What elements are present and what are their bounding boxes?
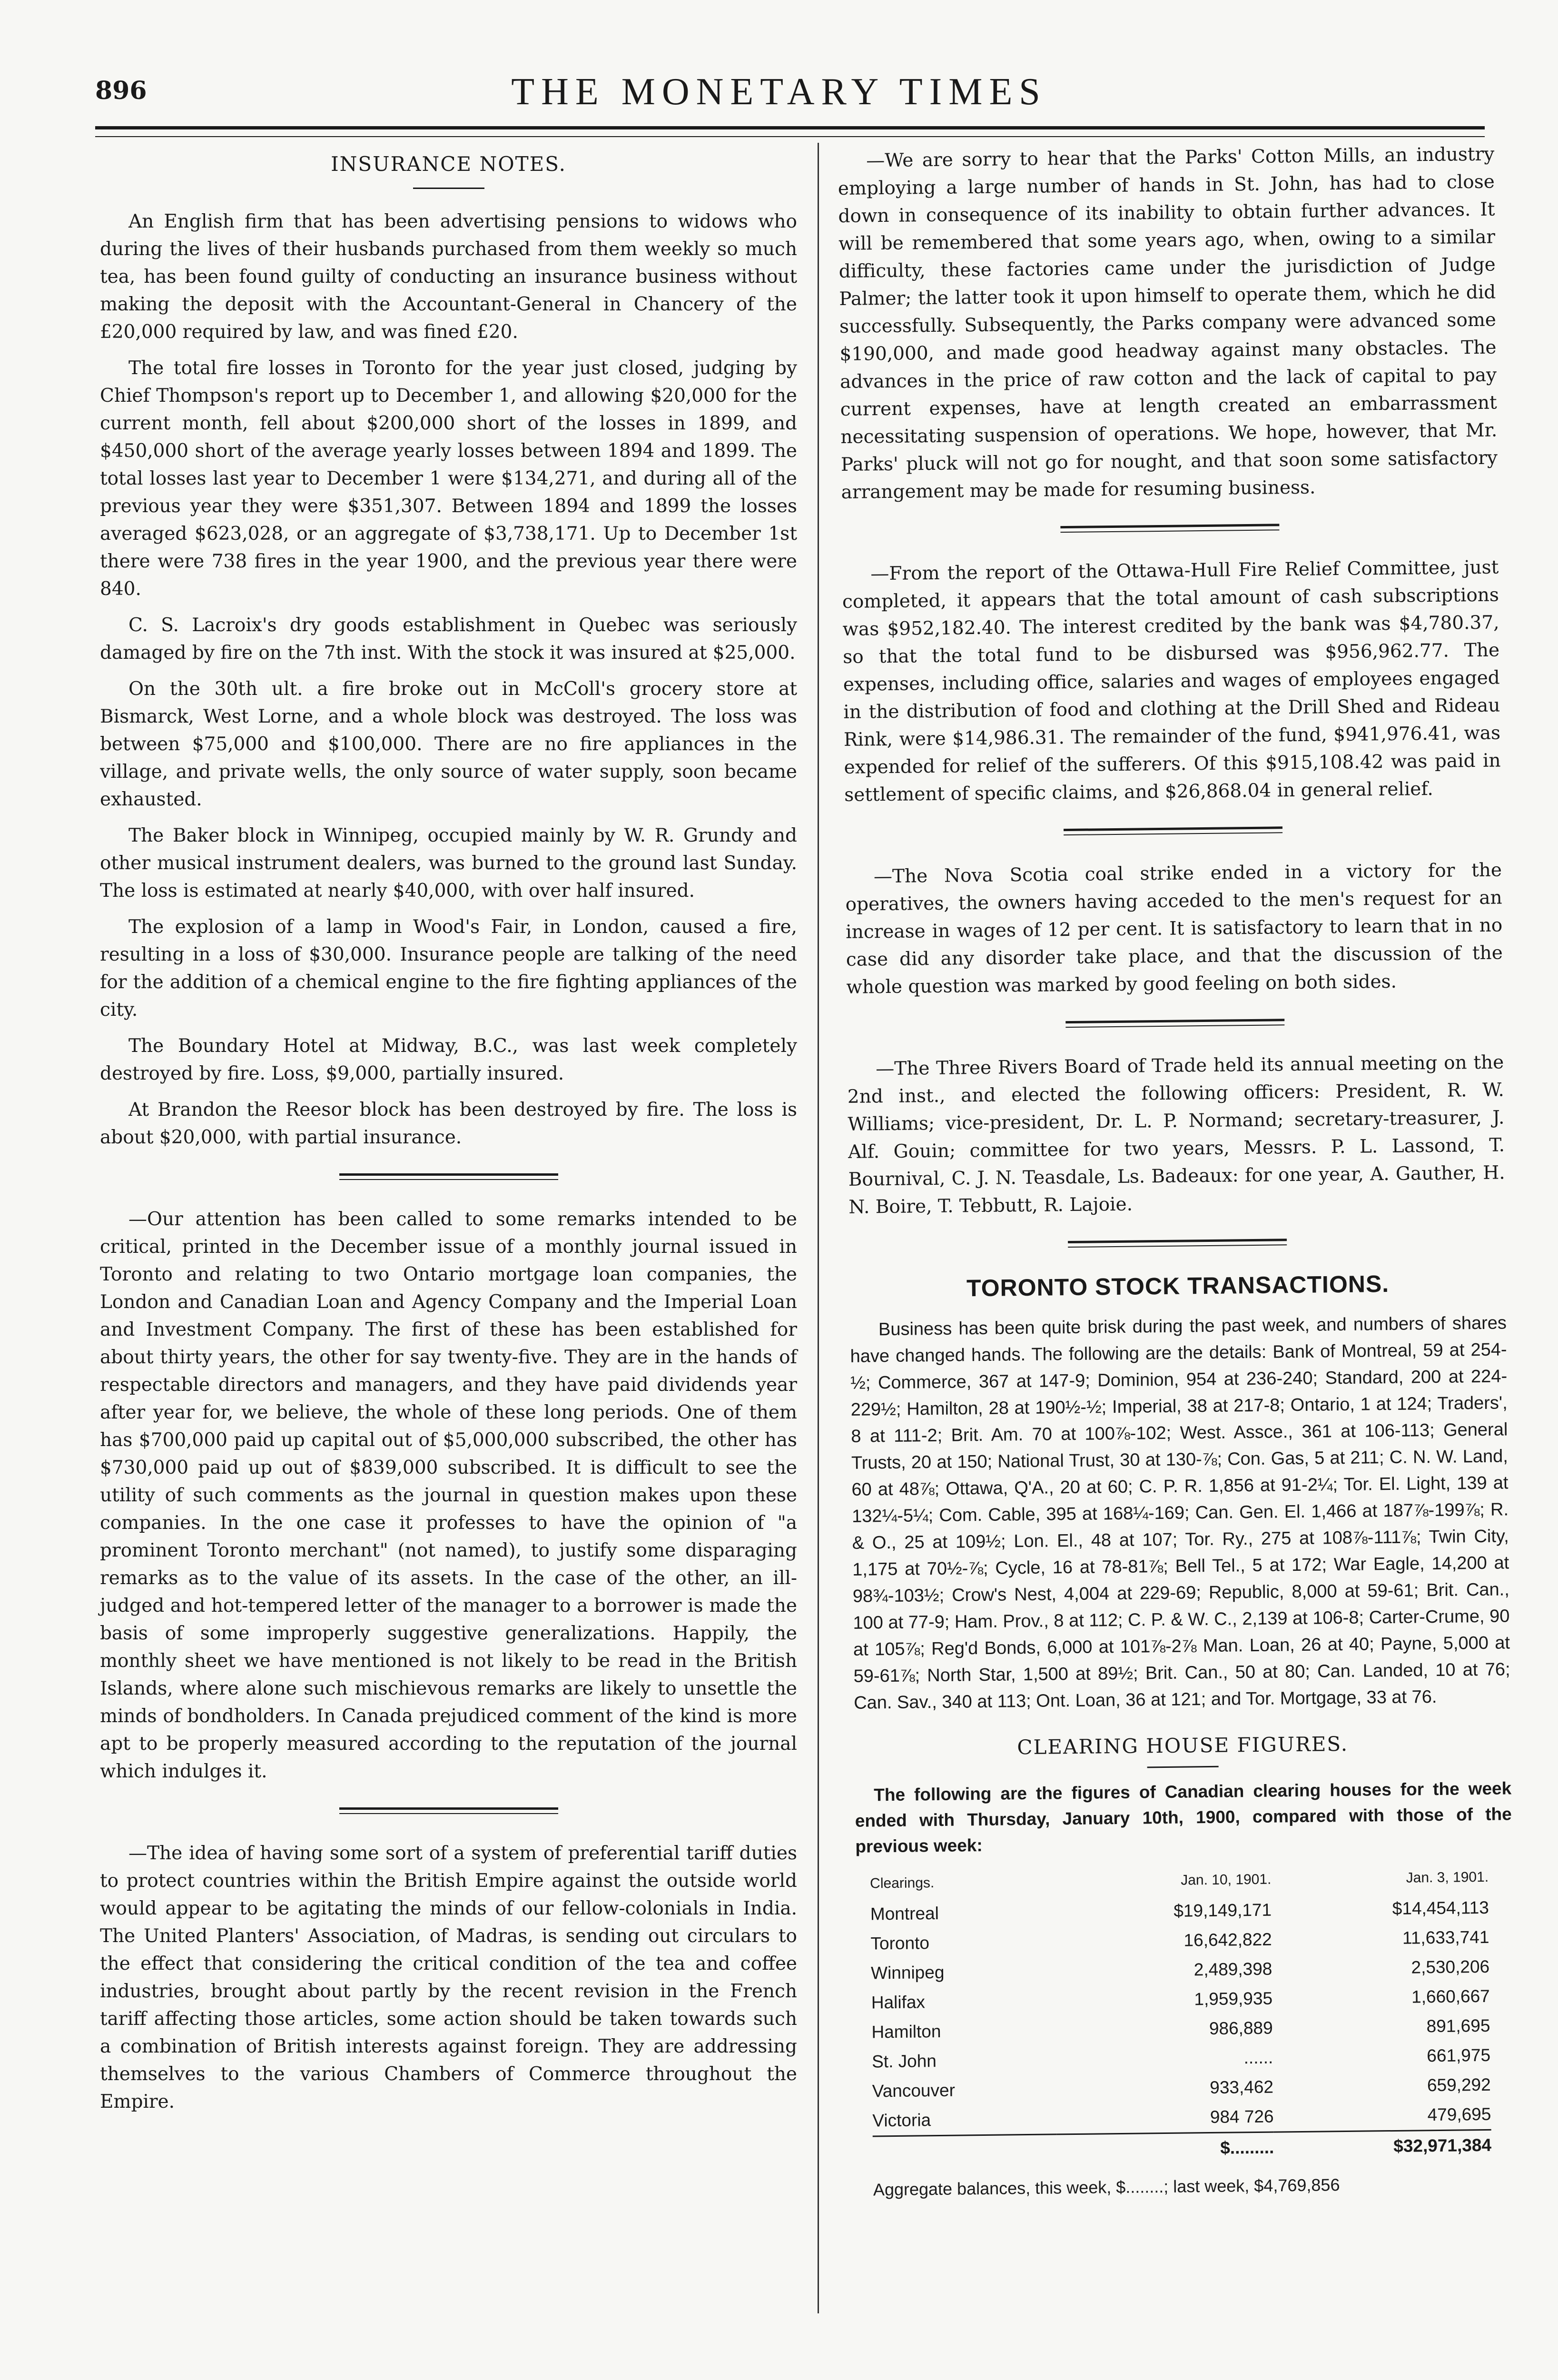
value-cell: 1,959,935 [1194,1988,1273,2009]
value-cell: 2,489,398 [1193,1959,1272,1980]
stock-transactions-text: Business has been quite brisk during the past week, and numbers of shares have changed hands. The following are the details: Bank of Montreal, 59 at 254-½; Commerce, 367 at 147-9; Dominion, 954 at 236-240; Standard, 200 at 224-229½; Hamilton, 28 at 190½-½; Imperial, 38 at 217-8; Ontario, 1 at 124; Traders', 8 at 111-2; Brit. Am. 70 at 100⅞-102; West. Assce., 361 at 106-113; General Trusts, 20 at 150; National Trust, 30 at 130-⅞; Con. Gas, 5 at 211; C. N. W. Land, 60 at 48⅞; Ottawa, Q'A., 20 at 60; C. P. R. 1,856 at 91-2¼; Tor. El. Light, 139 at 132¼-5¼; Com. Cable, 395 at 168¼-169; Can. Gen. El. 1,466 at 187⅞-199⅞; R. & O., 25 at 109½; Lon. El., 48 at 107; Tor. Ry., 275 at 108⅞-111⅞; Twin City, 1,175 at 70½-⅞; Cycle, 16 at 78-81⅞; Bell Tel., 5 at 172; War Eagle, 14,200 at 98¾-103½; Crow's Nest, 4,004 at 229-69; Republic, 8,000 at 59-61; Brit. Can., 100 at 77-9; Ham. Prov., 8 at 112; C. P. & W. C., 2,139 at 106-8; Carter-Crume, 90 at 105⅞; Reg'd Bonds, 6,000 at 101⅞-2⅞ Man. Loan, 26 at 40; Payne, 5,000 at 59-61⅞; North Star, 1,500 at 89½; Brit. Can., 50 at 80; Can. Landed, 10 at 76; Can. Sav., 340 at 113; Ont. Loan, 36 at 121; and Tor. Mortgage, 33 at 76. [850,1313,1510,1713]
value-cell: 16,642,822 [1183,1929,1272,1950]
value-cell: $14,454,113 [1392,1897,1489,1918]
value-cell: 986,889 [1209,2018,1273,2039]
city-cell: St. John [871,2051,937,2072]
section-separator [1068,1239,1287,1248]
total-cell: $32,971,384 [1274,2130,1491,2162]
clearing-house-table [870,1862,1491,2167]
city-cell: Winnipeg [870,1962,945,1983]
clearing-house-heading: CLEARING HOUSE FIGURES. [1017,1732,1349,1759]
insurance-note: On the 30th ult. a fire broke out in McColl's grocery store at Bismarck, West Lorne, and a whole block was destroyed. The loss was between $75,000 and $100,000. There are no fire appliances in the village, and private wells, the only source of water supply, soon became exhausted. [100,678,797,810]
section-separator [1064,826,1282,835]
column-divider [818,143,819,2313]
column-header-city: Clearings. [870,1875,935,1892]
column-header-jan3: Jan. 3, 1901. [1406,1869,1489,1886]
total-cell: $......... [1056,2132,1274,2164]
stock-transactions-heading: TORONTO STOCK TRANSACTIONS. [966,1270,1390,1302]
article-parks-cotton-mills: —We are sorry to hear that the Parks' Cotton Mills, an industry employing a large number of hands in St. John, has had to close down in consequence of its inability to obtain further advances. It will be remembered that some years ago, when, owing to a similar difficulty, these factories came under the jurisdiction of Judge Palmer; the latter took it upon himself to operate them, which he did successfully. Subsequently, the Parks company were advanced some $190,000, and made good headway against many obstacles. The advances in the price of raw cotton and the lack of capital to pay current expenses, have at length created an embarrassment necessitating suspension of operations. We hope, however, that Mr. Parks' pluck will not go for nought, and that soon some satisfactory arrangement may be made for resuming business. [838,143,1498,503]
value-cell: 984 726 [1210,2106,1274,2127]
value-cell: $19,149,171 [1173,1900,1272,1921]
value-cell: 11,633,741 [1402,1927,1489,1948]
heading-dash [413,188,484,189]
city-cell: Halifax [871,1992,926,2013]
insurance-note: The Boundary Hotel at Midway, B.C., was last week completely destroyed by fire. Loss, $9,000, partially insured. [100,1035,797,1084]
column-header-jan10: Jan. 10, 1901. [1181,1871,1272,1888]
insurance-note: C. S. Lacroix's dry goods establishment in Quebec was seriously damaged by fire on the 7th inst. With the stock it was insured at $25,000. [100,615,797,664]
value-cell: 933,462 [1210,2077,1274,2098]
city-cell: Hamilton [871,2021,941,2042]
city-cell: Victoria [872,2110,931,2131]
value-cell: 479,695 [1427,2104,1491,2125]
city-cell: Vancouver [872,2080,956,2101]
value-cell: 659,292 [1427,2074,1491,2095]
insurance-note: At Brandon the Reesor block has been destroyed by fire. The loss is about $20,000, with partial insurance. [100,1099,797,1148]
article-nova-scotia-strike: —The Nova Scotia coal strike ended in a victory for the operatives, the owners having acceded to the men's request for an increase in wages of 12 per cent. It is satisfactory to learn that in no case did any disorder take place, and that the discussion of the whole question was marked by good feeling on both sides. [845,859,1503,998]
aggregate-balances: Aggregate balances, this week, $........; last week, $4,769,856 [873,2175,1340,2200]
value-cell: 2,530,206 [1411,1956,1490,1977]
article-mortgage-companies: —Our attention has been called to some remarks intended to be critical, printed in the December issue of a monthly journal issued in Toronto and relating to two Ontario mortgage loan companies, the London and Canadian Loan and Agency Company and the Imperial Loan and Investment Company. The first of these has been established for about thirty years, the other for say twenty-five. They are in the hands of respectable directors and managers, and they have paid dividends year after year for, we believe, the whole of these long periods. One of them has $700,000 paid up capital out of $5,000,000 subscribed, the other has $730,000 paid up out of $839,000 subscribed. It is difficult to see the utility of such comments as the journal in question makes upon these companies. In the one case it professes to have the opinion of "a prominent Toronto merchant" (not named), to justify some disparaging remarks as to the value of its assets. In the case of the other, an ill-judged and hot-tempered letter of the manager to a borrower is made the basis of some improperly suggestive generalizations. Happily, the monthly sheet we have mentioned is not likely to be read in the British Islands, where alone such mischievous remarks are likely to unsettle the minds of bondholders. In Canada prejudiced comment of the kind is more apt to be properly measured according to the reputation of the journal which indulges it. [100,1209,797,1782]
city-cell: Toronto [870,1933,930,1954]
insurance-note: An English firm that has been advertising pensions to widows who during the lives of their husbands purchased from them weekly so much tea, has been found guilty of conducting an insurance business without making the deposit with the Accountant-General in Chancery of the £20,000 required by law, and was fined £20. [100,211,797,343]
header-rule-thin [95,136,1485,137]
article-three-rivers-board: —The Three Rivers Board of Trade held its annual meeting on the 2nd inst., and elected the following officers: President, R. W. Williams; vice-president, Dr. L. P. Normand; secretary-treasurer, J. Alf. Gouin; committee for two years, Messrs. P. L. Lassond, T. Bournival, C. J. N. Teasdale, Ls. Badeaux: for one year, A. Gauther, H. N. Boire, T. Tebbutt, R. Lajoie. [847,1051,1505,1218]
value-cell: 661,975 [1427,2045,1491,2066]
insurance-note: The explosion of a lamp in Wood's Fair, in London, caused a fire, resulting in a loss of $30,000. Insurance people are talking of the need for the addition of a chemical engine to the fire fighting appliances of the city. [100,916,797,1021]
insurance-note: The Baker block in Winnipeg, occupied mainly by W. R. Grundy and other musical instrument dealers, was burned to the ground last Sunday. The loss is estimated at nearly $40,000, with over half insured. [100,825,797,902]
header-rule-thick [95,126,1485,129]
page-number: 896 [95,76,147,105]
right-column [838,141,1516,2204]
article-preferential-tariff: —The idea of having some sort of a system of preferential tariff duties to protect countries within the British Empire against the outside world would appear to be agitating the minds of our fellow-colonials in India. The United Planters' Association, of Madras, is sending out circulars to the effect that considering the critical condition of the tea and coffee industries, brought about partly by the recent revision in the French tariff affecting those articles, some action should be taken towards such a combination of British interests against foreign. They are addressing themselves to the various Chambers of Commerce throughout the Empire. [100,1843,797,2112]
total-label-cell [873,2134,1057,2167]
value-cell: 891,695 [1426,2015,1490,2036]
clearing-house-intro: The following are the figures of Canadian clearing houses for the week ended with Thursday, January 10th, 1900, compared with those of the previous week: [855,1778,1512,1856]
insurance-notes-heading: INSURANCE NOTES. [331,152,566,176]
heading-dash [1147,1766,1219,1768]
insurance-note: The total fire losses in Toronto for the year just closed, judging by Chief Thompson's report up to December 1, and allowing $20,000 for the current month, fell about $200,000 short of the losses in 1899, and $450,000 short of the average yearly losses between 1894 and 1899. The total losses last year to December 1 were $134,271, and during all of the previous year they were $351,307. Between 1894 and 1899 the losses averaged $623,028, or an aggregate of $3,738,171. Up to December 1st there were 738 fires in the year 1900, and the previous year there were 840. [100,357,797,600]
masthead-title: THE MONETARY TIMES [511,71,1047,113]
value-cell: ...... [1243,2047,1273,2068]
section-separator [339,1173,558,1180]
left-column [100,148,797,2124]
article-ottawa-hull-relief: —From the report of the Ottawa-Hull Fire Relief Committee, just completed, it appears that the total amount of cash subscriptions was $952,182.40. The interest credited by the bank was $4,780.37, so that the total fund to be disbursed was $956,962.77. The expenses, including office, salaries and wages of employees engaged in the distribution of food and clothing at the Drill Shed and Rideau Rink, were $14,986.31. The remainder of the fund, $941,976.41, was expended for relief of the sufferers. Of this $915,108.42 was paid in settlement of specific claims, and $26,868.04 in general relief. [842,556,1501,806]
table-total-row [873,2130,1492,2166]
value-cell: 1,660,667 [1411,1986,1490,2007]
section-separator [339,1807,558,1814]
section-separator [1065,1019,1284,1028]
city-cell: Montreal [870,1903,939,1924]
section-separator [1060,524,1279,533]
